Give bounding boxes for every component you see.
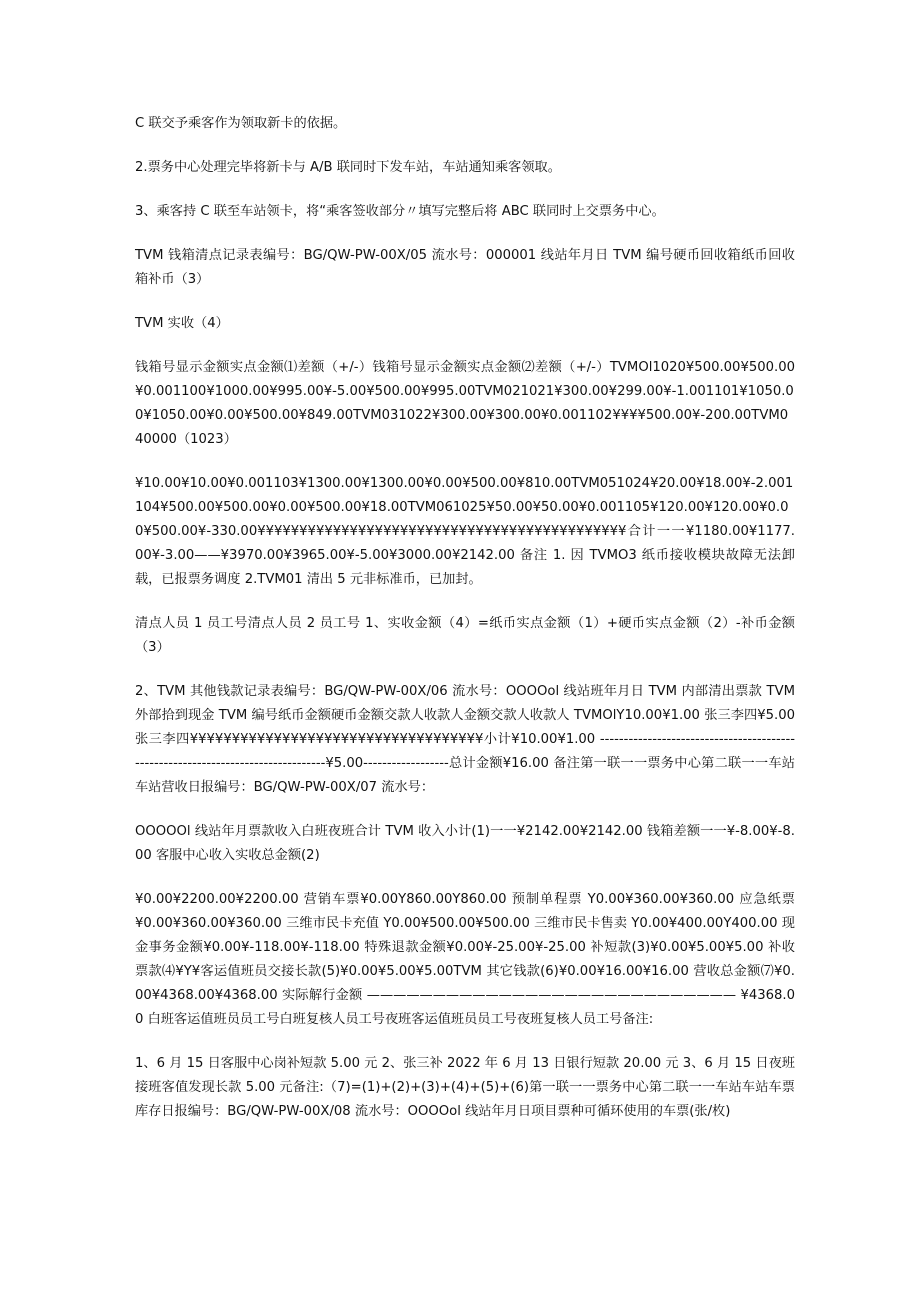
paragraph-remarks: 1、6 月 15 日客服中心岗补短款 5.00 元 2、张三补 2022 年 6 月 13 日银行短款 20.00 元 3、6 月 15 日夜班接班客值发现长款 5.00 元备注:（7)=(1)+(2)+(3)+(4)+(5)+(6)第一联一一票务中心第二联一一车站车站车票库存日报编号：BG/QW-PW-00X/08 流水号：OOOOol 线站年月日项目票种可循环使用的车票(张/枚) [135,1056,795,1119]
paragraph-revenue-summary: OOOOOl 线站年月票款收入白班夜班合计 TVM 收入小计(1)一一¥2142.00¥2142.00 钱箱差额一一¥-8.00¥-8.00 客服中心收入实收总金额(2) [135,824,795,863]
paragraph-other-money-record: 2、TVM 其他钱款记录表编号：BG/QW-PW-00X/06 流水号：OOOOol 线站班年月日 TVM 内部清出票款 TVM 外部拾到现金 TVM 编号纸币金额硬币金额交款人收款人金额交款人收款人 TVMOlY10.00¥1.00 张三李四¥5.00 张三李四¥¥¥¥¥¥¥¥¥¥¥¥¥¥¥¥¥¥¥¥¥¥¥¥¥¥¥¥¥¥¥¥¥¥¥小计¥10.00¥1.00 ---------------------------------------------------------------------------------¥5.00------------------总计金额¥16.00 备注第一联一一票务中心第二联一一车站车站营收日报编号：BG/QW-PW-00X/07 流水号： [135,684,795,795]
paragraph-cashbox-table: 钱箱号显示金额实点金额⑴差额（+/-）钱箱号显示金额实点金额⑵差额（+/-）TVMOl1020¥500.00¥500.00¥0.001100¥1000.00¥995.00¥-5.00¥500.00¥995.00TVM021021¥300.00¥299.00¥-1.001101¥1050.00¥1050.00¥0.00¥500.00¥849.00TVM031022¥300.00¥300.00¥0.001102¥¥¥¥500.00¥-200.00TVM040000（1023） [135,360,795,447]
paragraph-c-copy: C 联交予乘客作为领取新卡的依据。 [135,116,347,131]
paragraph-ticket-center: 2.票务中心处理完毕将新卡与 A/B 联同时下发车站，车站通知乘客领取。 [135,160,561,175]
paragraph-revenue-details: ¥0.00¥2200.00¥2200.00 营销车票¥0.00Y860.00Y860.00 预制单程票 Y0.00¥360.00¥360.00 应急纸票¥0.00¥360.00¥360.00 三维市民卡充值 Y0.00¥500.00¥500.00 三维市民卡售卖 Y0.00¥400.00Y400.00 现金事务金额¥0.00¥-118.00¥-118.00 特殊退款金额¥0.00¥-25.00¥-25.00 补短款(3)¥0.00¥5.00¥5.00 补收票款⑷¥Y¥客运值班员交接长款(5)¥0.00¥5.00¥5.00TVM 其它钱款(6)¥0.00¥16.00¥16.00 营收总金额⑺¥0.00¥4368.00¥4368.00 实际解行金额 ———————————————————————————— ¥4368.00 白班客运值班员员工号白班复核人员工号夜班客运值班员员工号夜班复核人员工号备注: [135,892,795,1027]
paragraph-passenger-pickup: 3、乘客持 C 联至车站领卡，将“乘客签收部分〃填写完整后将 ABC 联同时上交票务中心。 [135,204,665,219]
paragraph-cashbox-table-cont: ¥10.00¥10.00¥0.001103¥1300.00¥1300.00¥0.00¥500.00¥810.00TVM051024¥20.00¥18.00¥-2.001104¥500.00¥500.00¥0.00¥500.00¥18.00TVM061025¥50.00¥50.00¥0.001105¥120.00¥120.00¥0.00¥500.00¥-330.00¥¥¥¥¥¥¥¥¥¥¥¥¥¥¥¥¥¥¥¥¥¥¥¥¥¥¥¥¥¥¥¥¥¥¥¥¥¥¥¥¥¥¥¥合计一一¥1180.00¥1177.00¥-3.00——¥3970.00¥3965.00¥-5.00¥3000.00¥2142.00 备注 1. 因 TVMO3 纸币接收模块故障无法卸载，已报票务调度 2.TVM01 清出 5 元非标准币，已加封。 [135,476,795,587]
paragraph-tvm-cashbox-header: TVM 钱箱清点记录表编号：BG/QW-PW-00X/05 流水号：000001 线站年月日 TVM 编号硬币回收箱纸币回收箱补币（3） [135,248,795,287]
paragraph-tvm-actual: TVM 实收（4） [135,316,229,331]
paragraph-counting-staff: 清点人员 1 员工号清点人员 2 员工号 1、实收金额（4）=纸币实点金额（1）+硬币实点金额（2）-补币金额（3） [135,616,795,655]
